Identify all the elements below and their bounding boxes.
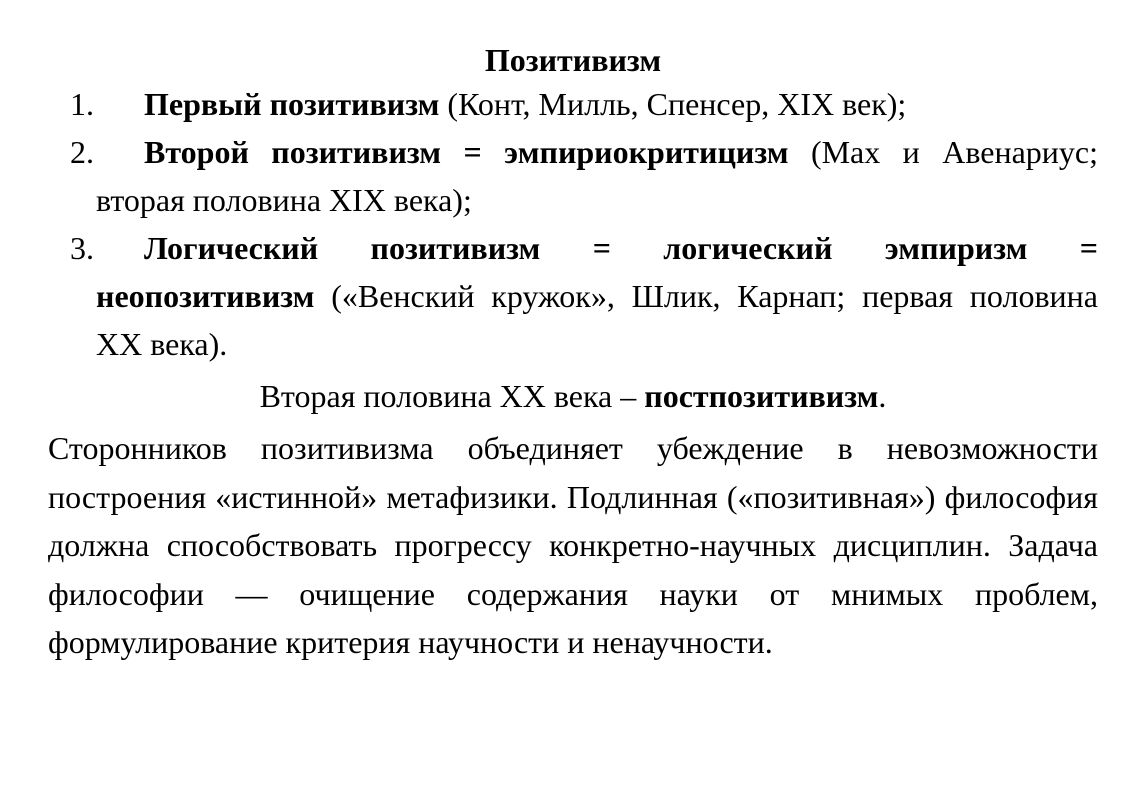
page-title: Позитивизм bbox=[484, 42, 662, 78]
list-number: 1. bbox=[70, 86, 94, 122]
positivism-list bbox=[48, 80, 1098, 368]
list-item-1 bbox=[48, 80, 1098, 128]
list-item-details: (Конт, Милль, Спенсер, XIX век); bbox=[439, 86, 907, 122]
subtitle-line bbox=[48, 372, 1098, 420]
list-item-details: (Мах и Авенариус; вторая половина XIX века); bbox=[96, 134, 1099, 218]
list-number: 2. bbox=[70, 134, 94, 170]
list-item-term: Логический позитивизм = логический эмпиризм = неопозитивизм bbox=[96, 230, 1098, 314]
list-item-details: («Венский кружок», Шлик, Карнап; первая половина XX века). bbox=[96, 278, 1098, 362]
list-item-term: Второй позитивизм = эмпириокритицизм bbox=[144, 134, 789, 170]
body-paragraph: Сторонников позитивизма объединяет убеждение в невозможности построения «истинной» метафизики. Подлинная («позитивная») философия должна способствовать прогрессу конкретно-научных дисциплин. Задача философии — очищение содержания науки от мнимых проблем, формулирование критерия научности и ненаучности. bbox=[48, 430, 1098, 660]
list-item-2 bbox=[48, 128, 1098, 224]
list-item-3 bbox=[48, 224, 1098, 368]
document-page bbox=[48, 40, 1098, 667]
list-item-term: Первый позитивизм bbox=[144, 86, 440, 122]
subtitle-term: постпозитивизм bbox=[644, 378, 879, 414]
list-number: 3. bbox=[70, 230, 94, 266]
subtitle-end: . bbox=[878, 378, 887, 414]
subtitle-text: Вторая половина XX века – bbox=[259, 378, 645, 414]
